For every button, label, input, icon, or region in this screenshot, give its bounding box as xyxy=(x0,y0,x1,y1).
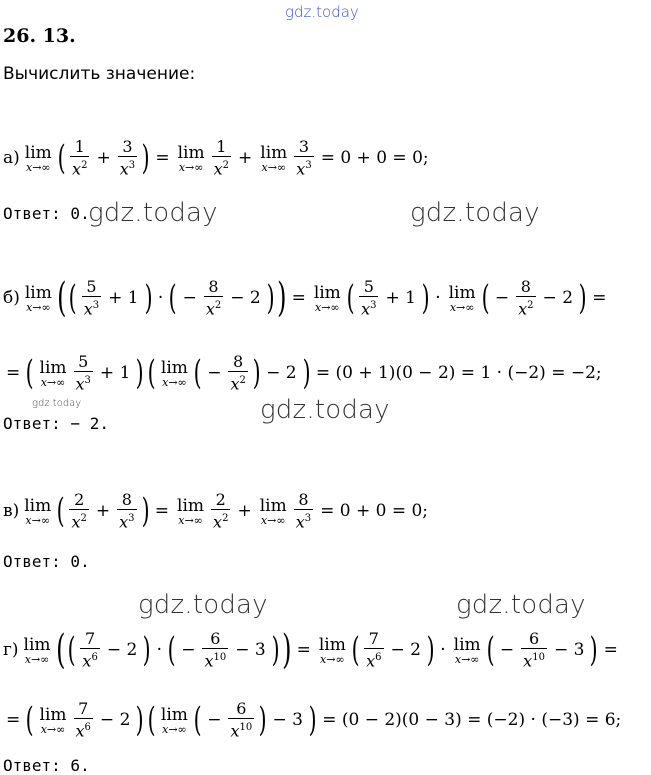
watermark-top: gdz.today xyxy=(285,3,359,21)
limit: lim x→∞ xyxy=(160,357,188,389)
answer-a: Ответ: 0. xyxy=(3,204,90,223)
fraction: $\frac{8}{x^2}$ xyxy=(230,352,246,394)
limit: lim x→∞ xyxy=(318,634,346,666)
fraction: $\frac{7}{x^6}$ xyxy=(75,699,91,741)
result: = 0 + 0 = 0; xyxy=(320,148,429,169)
fraction: $\frac{6}{x^{10}}$ xyxy=(523,629,545,671)
part-label: в) xyxy=(3,501,20,522)
limit: lim x→∞ xyxy=(313,282,341,314)
watermark: gdz.today xyxy=(410,198,540,228)
part-label: а) xyxy=(3,148,20,169)
watermark-small: gdz.today xyxy=(32,398,82,409)
limit: lim x→∞ xyxy=(448,282,476,314)
answer-g: Ответ: 6. xyxy=(3,756,90,775)
limit: lim x→∞ xyxy=(24,282,52,314)
limit: lim x→∞ xyxy=(160,704,188,736)
fraction: $\frac{2}{x^2}$ xyxy=(71,490,87,532)
part-label: г) xyxy=(3,640,19,661)
limit: lim x→∞ xyxy=(260,142,288,174)
limit: lim x→∞ xyxy=(259,495,287,527)
fraction: $\frac{6}{x^{10}}$ xyxy=(230,699,253,741)
limit: lim x→∞ xyxy=(453,634,481,666)
result: = (0 + 1)(0 − 2) = 1 · (−2) = −2; xyxy=(315,363,602,384)
limit: lim x→∞ xyxy=(177,495,205,527)
limit: lim x→∞ xyxy=(24,142,52,174)
fraction: $\frac{7}{x^6}$ xyxy=(82,629,98,671)
limit: lim x→∞ xyxy=(177,142,205,174)
limit: lim x→∞ xyxy=(39,357,67,389)
fraction: $\frac{1}{x^2}$ xyxy=(72,137,88,179)
part-label: б) xyxy=(3,288,20,309)
fraction: $\frac{1}{x^2}$ xyxy=(213,137,230,179)
fraction: $\frac{5}{x^3}$ xyxy=(75,352,91,394)
answer-b: Ответ: − 2. xyxy=(3,414,109,433)
watermark: gdz.today xyxy=(456,590,586,620)
result: = 0 + 0 = 0; xyxy=(320,501,429,522)
equation-a: а) lim x→∞ ( $\frac{1}{x^2}$ + $\frac{3}{x^3}$ ) = lim x→∞ $\frac{1}{x^2}$ + lim x→∞ $\frac{3}{x^3}$ = 0 + 0 = 0; xyxy=(3,138,432,178)
fraction: $\frac{5}{x^3}$ xyxy=(83,277,100,319)
watermark: gdz.today xyxy=(88,198,218,228)
fraction: $\frac{3}{x^3}$ xyxy=(296,137,312,179)
fraction: $\frac{5}{x^3}$ xyxy=(361,277,377,319)
fraction: $\frac{6}{x^{10}}$ xyxy=(204,629,227,671)
equation-g-line1: г) lim x→∞ ( ( $\frac{7}{x^6}$ − 2 ) · ( − $\frac{6}{x^{10}}$ − 3 ) ) = lim x→∞ ( $\frac{7}{x^6}$ − 2 ) · lim x→∞ ( − $\frac{6}{x^{10}}$ − 3 ) = xyxy=(3,627,618,674)
fraction: $\frac{8}{x^3}$ xyxy=(119,490,135,532)
answer-v: Ответ: 0. xyxy=(3,552,90,571)
result: = (0 − 2)(0 − 3) = (−2) · (−3) = 6; xyxy=(322,710,622,731)
fraction: $\frac{2}{x^2}$ xyxy=(213,490,229,532)
limit: lim x→∞ xyxy=(24,495,52,527)
problem-number: 26. 13. xyxy=(3,25,76,47)
limit: lim x→∞ xyxy=(39,704,67,736)
equation-b-line2: = ( lim x→∞ $\frac{5}{x^3}$ + 1 ) ( lim x→∞ ( − $\frac{8}{x^2}$ ) − 2 ) = (0 + 1)(0 − 2) = 1 · (−2) = −2; xyxy=(3,353,605,393)
fraction: $\frac{7}{x^6}$ xyxy=(366,629,382,671)
watermark: gdz.today xyxy=(260,395,390,425)
equation-g-line2: = ( lim x→∞ $\frac{7}{x^6}$ − 2 ) ( lim x→∞ ( − $\frac{6}{x^{10}}$ ) − 3 ) = (0 − 2)(0 − 3) = (−2) · (−3) = 6; xyxy=(3,700,624,740)
fraction: $\frac{8}{x^2}$ xyxy=(205,277,222,319)
equation-b-line1: б) lim x→∞ ( ( $\frac{5}{x^3}$ + 1 ) · ( − $\frac{8}{x^2}$ − 2 ) ) = lim x→∞ ( $\frac{5}{x^3}$ + 1 ) · lim x→∞ ( − $\frac{8}{x^2}$ − 2 ) = xyxy=(3,275,607,322)
fraction: $\frac{8}{x^2}$ xyxy=(518,277,534,319)
limit: lim x→∞ xyxy=(23,634,51,666)
watermark: gdz.today xyxy=(138,590,268,620)
fraction: $\frac{3}{x^3}$ xyxy=(119,137,136,179)
instruction: Вычислить значение: xyxy=(3,64,196,84)
fraction: $\frac{8}{x^3}$ xyxy=(295,490,312,532)
equation-v: в) lim x→∞ ( $\frac{2}{x^2}$ + $\frac{8}{x^3}$ ) = lim x→∞ $\frac{2}{x^2}$ + lim x→∞ $\frac{8}{x^3}$ = 0 + 0 = 0; xyxy=(3,491,431,531)
